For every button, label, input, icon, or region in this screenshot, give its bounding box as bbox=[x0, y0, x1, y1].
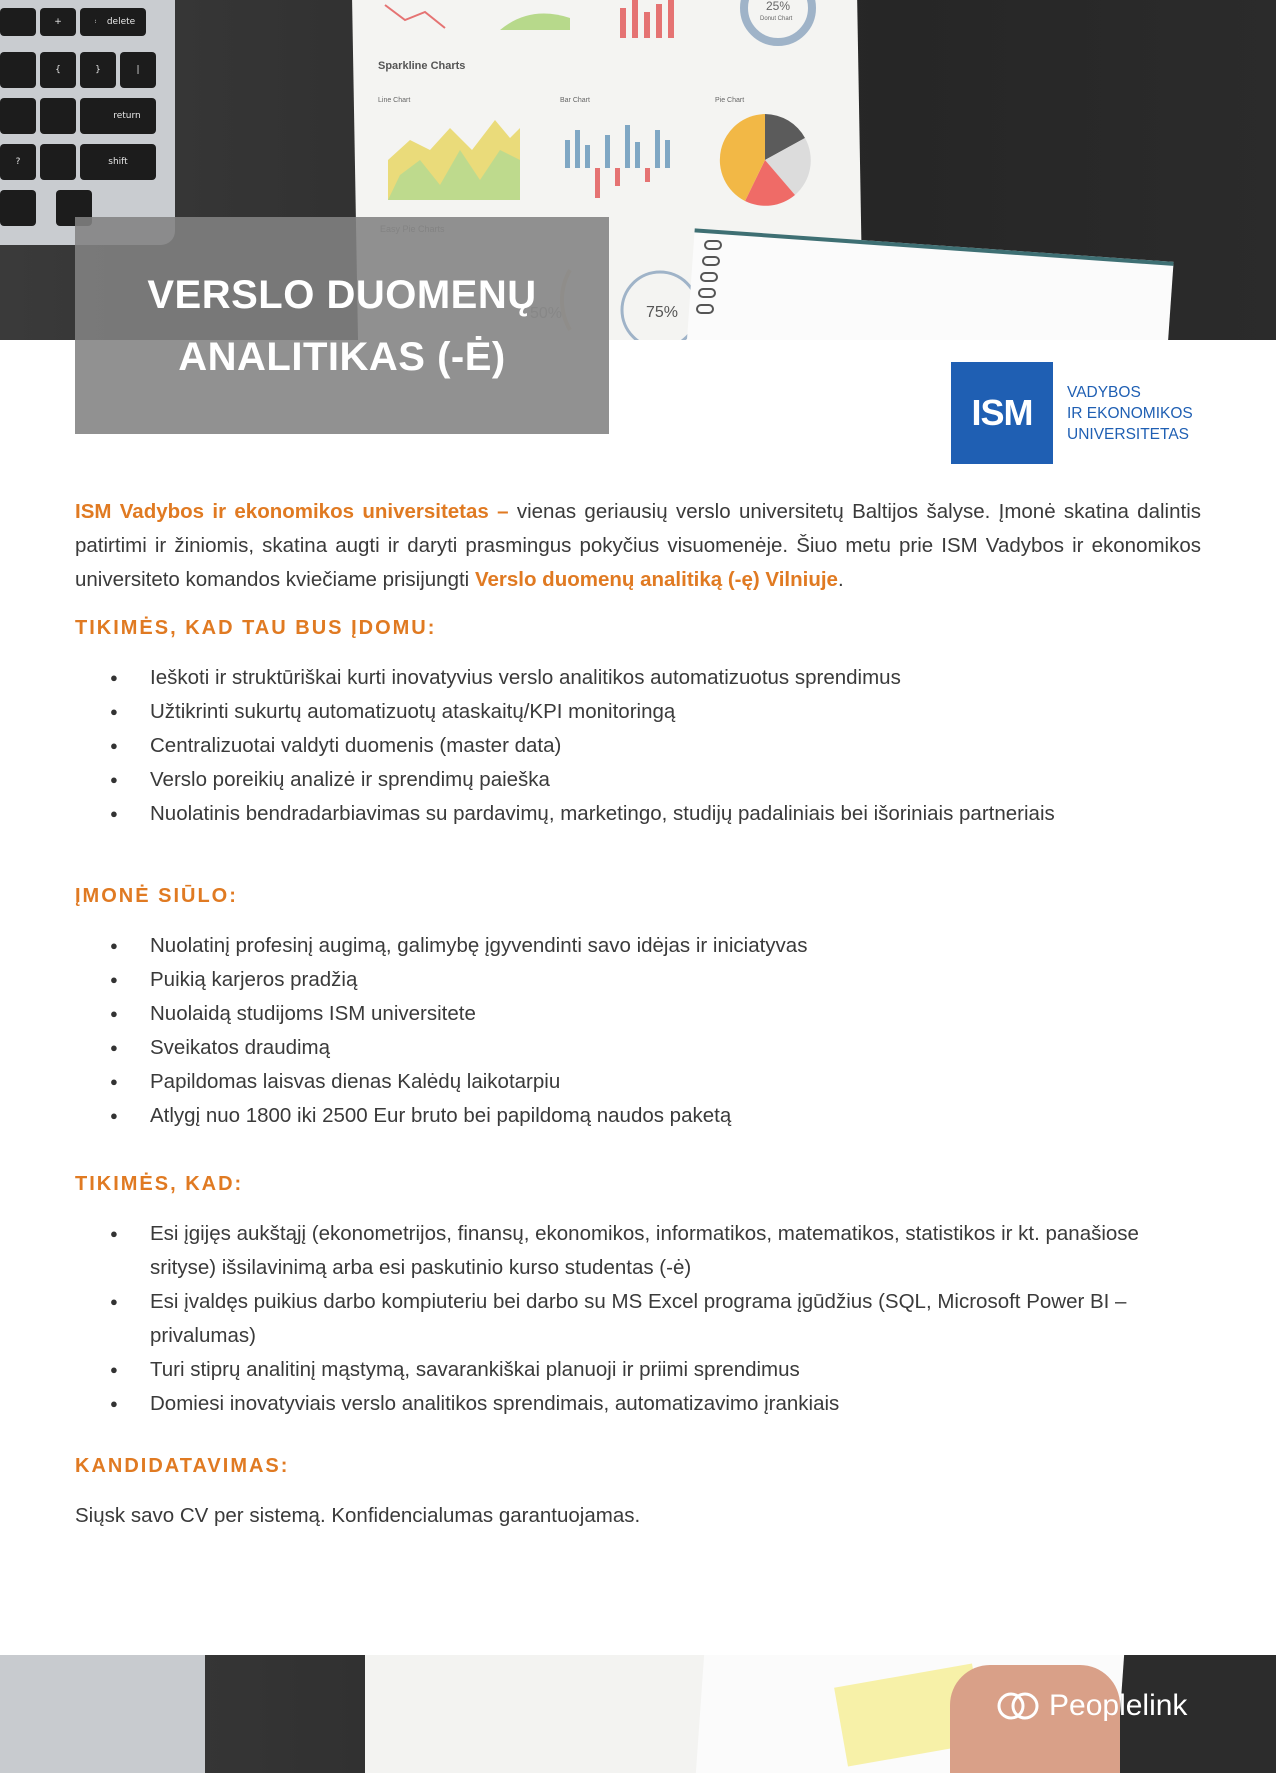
donut-label: Donut Chart bbox=[760, 16, 793, 22]
list-item: ● Atlygį nuo 1800 iki 2500 Eur bruto bei papildomą naudos paketą bbox=[75, 1099, 1201, 1133]
section-heading-apply: KANDIDATAVIMAS: bbox=[75, 1455, 290, 1477]
key: + bbox=[40, 8, 76, 36]
ring bbox=[698, 288, 716, 298]
key bbox=[0, 8, 36, 36]
job-title-line1: VERSLO DUOMENŲ bbox=[147, 272, 537, 317]
ring bbox=[696, 304, 714, 314]
section-heading-offer: ĮMONĖ SIŪLO: bbox=[75, 885, 238, 907]
footer-photo bbox=[0, 1655, 1276, 1773]
laptop-keyboard bbox=[0, 0, 175, 245]
list-item: ● Nuolatinis bendradarbiavimas su pardavimų, marketingo, studijų padaliniais bei išoriniais partneriais bbox=[75, 797, 1201, 831]
list-item: ● Puikią karjeros pradžią bbox=[75, 963, 1201, 997]
job-title-box bbox=[75, 217, 609, 434]
key bbox=[40, 144, 76, 180]
laptop-edge bbox=[0, 1655, 205, 1773]
spiral-notebook bbox=[686, 228, 1173, 340]
list-item: ● Sveikatos draudimą bbox=[75, 1031, 1201, 1065]
key bbox=[40, 98, 76, 134]
list-item: ● Nuolatinį profesinį augimą, galimybę įgyvendinti savo idėjas ir iniciatyvas bbox=[75, 929, 1201, 963]
list-item: ● Centralizuotai valdyti duomenis (master data) bbox=[75, 729, 1201, 763]
mini-bar-chart bbox=[620, 0, 674, 38]
paper-title: Sparkline Charts bbox=[378, 60, 466, 72]
ism-logo-mark: ISM bbox=[951, 362, 1053, 464]
logo-line1: VADYBOS bbox=[1067, 383, 1141, 401]
list-item: ● Užtikrinti sukurtų automatizuotų ataskaitų/KPI monitoringą bbox=[75, 695, 1201, 729]
bar-chart-label: Bar Chart bbox=[560, 97, 590, 104]
pie-chart bbox=[720, 114, 811, 206]
ism-logo bbox=[951, 362, 1193, 464]
requirements-list bbox=[75, 1217, 1201, 1421]
ring bbox=[702, 256, 720, 266]
peoplelink-logo bbox=[995, 1683, 1187, 1729]
gauge-25-label: 25% bbox=[766, 0, 791, 13]
responsibilities-list bbox=[75, 661, 1201, 831]
key: shift bbox=[80, 144, 156, 180]
key: delete bbox=[96, 8, 146, 36]
ring bbox=[704, 240, 722, 250]
notebook-rings bbox=[700, 240, 730, 340]
intro-paragraph bbox=[75, 495, 1201, 597]
intro-end: . bbox=[837, 568, 844, 591]
key: } bbox=[80, 52, 116, 88]
mini-area-chart bbox=[500, 14, 570, 30]
key bbox=[0, 52, 36, 88]
apply-text: Siųsk savo CV per sistemą. Konfidencialumas garantuojamas. bbox=[75, 1504, 641, 1527]
pie-chart-label: Pie Chart bbox=[715, 97, 745, 104]
peoplelink-wordmark: Peoplelink bbox=[1049, 1689, 1188, 1722]
key: ? bbox=[0, 144, 36, 180]
sparkline-bars bbox=[565, 125, 670, 198]
key bbox=[0, 190, 36, 226]
logo-line3: UNIVERSITETAS bbox=[1067, 425, 1190, 443]
key: | bbox=[120, 52, 156, 88]
peoplelink-icon bbox=[995, 1683, 1041, 1729]
list-item: ● Verslo poreikių analizė ir sprendimų paieška bbox=[75, 763, 1201, 797]
ring bbox=[700, 272, 718, 282]
list-item: ● Ieškoti ir struktūriškai kurti inovatyvius verslo analitikos automatizuotus sprendimus bbox=[75, 661, 1201, 695]
list-item: ● Papildomas laisvas dienas Kalėdų laikotarpiu bbox=[75, 1065, 1201, 1099]
section-heading-requirements: TIKIMĖS, KAD: bbox=[75, 1173, 244, 1195]
key: return bbox=[98, 98, 156, 134]
job-description bbox=[75, 495, 1201, 1533]
section-heading-responsibilities: TIKIMĖS, KAD TAU BUS ĮDOMU: bbox=[75, 617, 437, 639]
position-highlight: Verslo duomenų analitiką (-ę) Vilniuje bbox=[474, 568, 838, 591]
job-title-line2: ANALITIKAS (-Ė) bbox=[178, 334, 506, 379]
key: { bbox=[40, 52, 76, 88]
list-item: ● Nuolaidą studijoms ISM universitete bbox=[75, 997, 1201, 1031]
key bbox=[0, 98, 36, 134]
line-chart-label: Line Chart bbox=[378, 97, 411, 104]
gauge-75-label: 75% bbox=[646, 304, 679, 321]
list-item: ● Turi stiprų analitinį mąstymą, savarankiškai planuoji ir priimi sprendimus bbox=[75, 1353, 1201, 1387]
list-item: ● Esi įgijęs aukštąjį (ekonometrijos, finansų, ekonomikos, informatikos, matematikos, statistikos ir kt. panašiose srityse) išsilavinimą arba esi paskutinio kurso studentas (-ė) bbox=[75, 1217, 1201, 1285]
offer-list bbox=[75, 929, 1201, 1133]
intro-text: vienas geriausių verslo universitetų Baltijos šalyse. Įmonė skatina dalintis patirtimi ir žiniomis, skatina augti ir daryti prasmingus pokyčius visuomenėje. Šiuo metu prie ISM Vadybos ir ekonomikos universiteto komandos kviečiame prisijungti bbox=[75, 500, 1201, 591]
mini-line-chart bbox=[385, 5, 445, 28]
company-name: ISM Vadybos ir ekonomikos universitetas – bbox=[75, 500, 509, 523]
logo-line2: IR EKONOMIKOS bbox=[1067, 404, 1193, 422]
list-item: ● Domiesi inovatyviais verslo analitikos sprendimais, automatizavimo įrankiais bbox=[75, 1387, 1201, 1421]
ism-logo-text bbox=[1067, 382, 1193, 445]
list-item: ● Esi įvaldęs puikius darbo kompiuteriu bei darbo su MS Excel programa įgūdžius (SQL, Microsoft Power BI – privalumas) bbox=[75, 1285, 1201, 1353]
